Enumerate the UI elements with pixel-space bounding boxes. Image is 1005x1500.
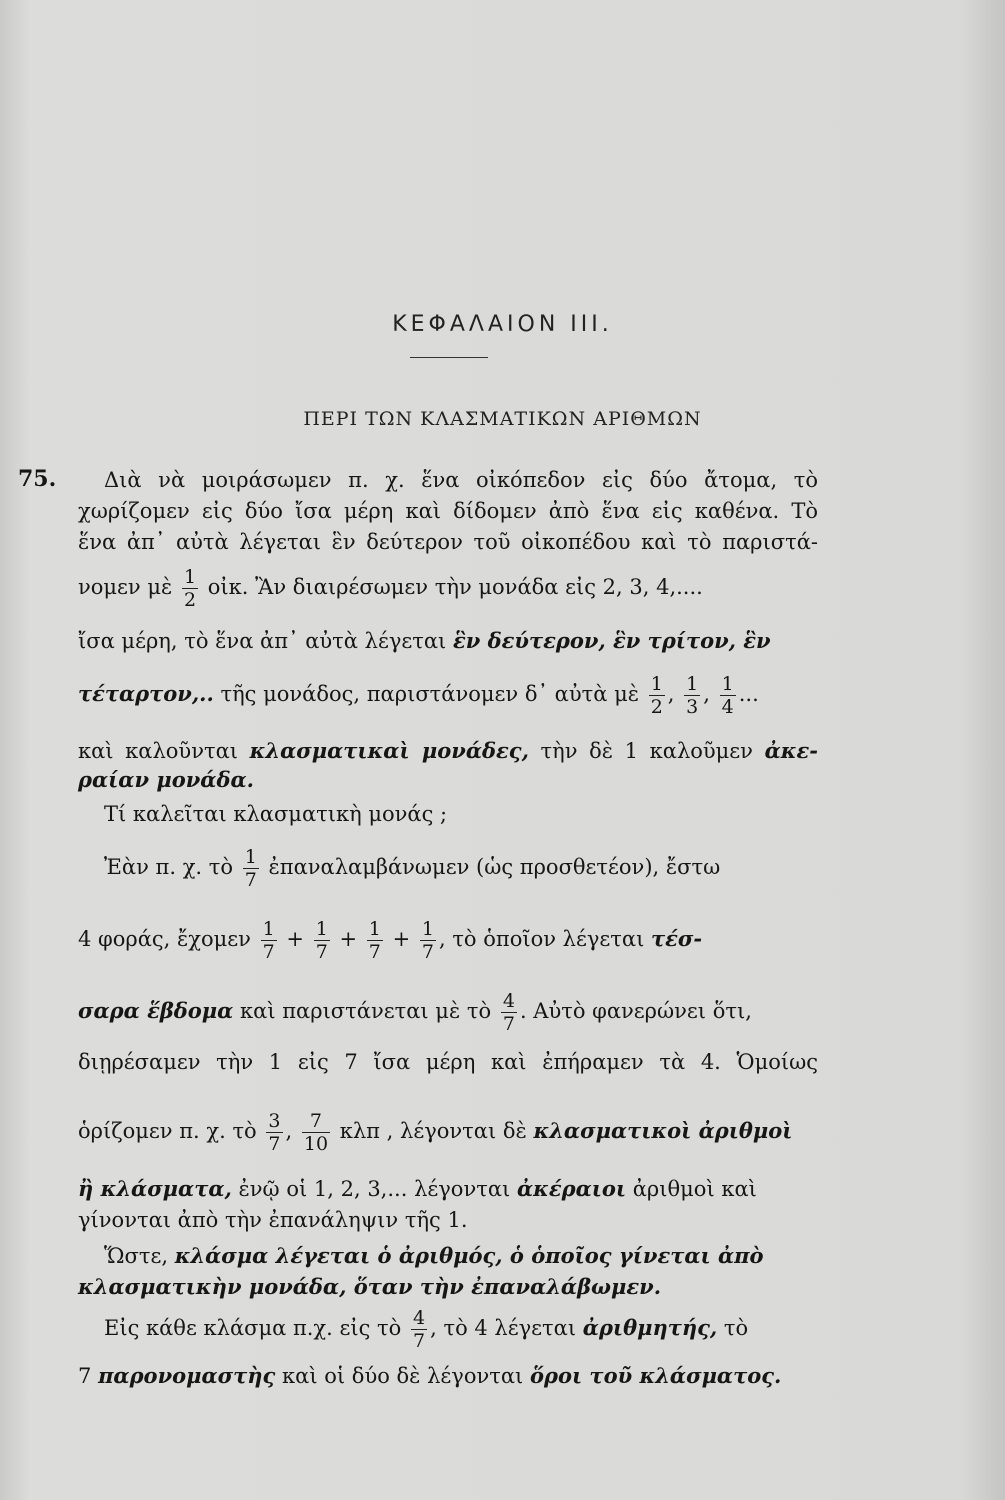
separator: , bbox=[703, 682, 710, 706]
fraction-one-half bbox=[182, 566, 198, 611]
fraction-denominator: 2 bbox=[183, 589, 197, 611]
text-line-3: ἕνα ἀπ᾽ αὐτὰ λέγεται ἓν δεύτερον τοῦ οἰκοπέδου καὶ τὸ παριστά- bbox=[78, 530, 818, 554]
fraction-one-seventh bbox=[243, 846, 259, 891]
text-segment: . Αὐτὸ φανερώνει ὅτι, bbox=[519, 999, 752, 1023]
emphasis-text: ραίαν μονάδα. bbox=[78, 767, 254, 792]
fraction-numerator: 1 bbox=[262, 918, 275, 940]
fraction-numerator: 1 bbox=[244, 846, 257, 868]
text-line-4 bbox=[78, 566, 818, 611]
fraction-one-third bbox=[684, 673, 700, 718]
text-line-14 bbox=[78, 1110, 818, 1155]
fraction-numerator: 1 bbox=[421, 918, 434, 940]
text-segment: καὶ καλοῦνται bbox=[78, 739, 238, 763]
plus-sign: + bbox=[392, 927, 411, 951]
plus-sign: + bbox=[339, 927, 358, 951]
text-segment: ὁρίζομεν π. χ. τὸ bbox=[78, 1119, 257, 1143]
emphasis-text: κλασματικοὶ ἀριθμοὶ bbox=[533, 1118, 793, 1143]
fraction-denominator: 7 bbox=[268, 1133, 281, 1155]
text-line-19 bbox=[104, 1307, 844, 1352]
text-segment: , τὸ ὁποῖον λέγεται bbox=[438, 927, 645, 951]
text-segment: οἰκ. Ἂν διαιρέσωμεν τὴν μονάδα εἰς 2, 3, 4,.... bbox=[207, 575, 703, 599]
question-line: Τί καλεῖται κλασματικὴ μονάς ; bbox=[104, 802, 448, 826]
fraction-numerator: 3 bbox=[268, 1110, 281, 1132]
emphasis-text: ἀκέραιοι bbox=[516, 1176, 627, 1201]
fraction-seven-tenths bbox=[302, 1110, 330, 1155]
fraction-numerator: 1 bbox=[686, 673, 699, 695]
text-line-1: Διὰ νὰ μοιράσωμεν π. χ. ἕνα οἰκόπεδον εἰς δύο ἄτομα, τὸ bbox=[104, 468, 818, 492]
text-line-17 bbox=[104, 1242, 844, 1270]
emphasis-text: ἀκε- bbox=[764, 738, 818, 763]
fraction-three-sevenths bbox=[266, 1110, 282, 1155]
fraction-denominator: 10 bbox=[303, 1133, 329, 1155]
plus-sign: + bbox=[286, 927, 305, 951]
separator: , bbox=[285, 1119, 293, 1143]
text-segment: καὶ οἱ δύο δὲ λέγονται bbox=[282, 1364, 524, 1388]
section-number: 75. bbox=[18, 466, 57, 492]
fraction-four-sevenths bbox=[501, 990, 517, 1035]
fraction-numerator: 4 bbox=[502, 990, 515, 1012]
text-line-10 bbox=[104, 846, 844, 891]
text-segment: τὴν δὲ 1 καλοῦμεν bbox=[540, 739, 753, 763]
fraction-numerator: 1 bbox=[183, 566, 197, 588]
fraction-denominator: 2 bbox=[650, 696, 663, 718]
text-line-15 bbox=[78, 1175, 818, 1203]
fraction-denominator: 7 bbox=[421, 941, 434, 963]
fraction-denominator: 7 bbox=[502, 1013, 515, 1035]
text-segment: , τὸ 4 λέγεται bbox=[430, 1316, 577, 1340]
emphasis-text: σαρα ἕβδομα bbox=[78, 998, 234, 1023]
text-segment: 4 φοράς, ἔχομεν bbox=[78, 927, 251, 951]
text-segment: ἐπαναλαμβάνωμεν (ὡς προσθετέον), ἔστω bbox=[268, 855, 721, 879]
text-line-13: διῃρέσαμεν τὴν 1 εἰς 7 ἴσα μέρη καὶ ἐπήραμεν τὰ 4. Ὁμοίως bbox=[78, 1050, 818, 1074]
text-segment: καὶ παριστάνεται μὲ τὸ bbox=[240, 999, 492, 1023]
fraction-denominator: 3 bbox=[686, 696, 699, 718]
fraction-denominator: 7 bbox=[315, 941, 328, 963]
emphasis-text: τέσ- bbox=[651, 926, 703, 951]
emphasis-text: παρονομαστὴς bbox=[98, 1363, 276, 1388]
fraction-denominator: 7 bbox=[244, 869, 257, 891]
emphasis-text: ἀριθμητής, bbox=[582, 1315, 718, 1340]
emphasis-text: κλασματικαὶ μονάδες, bbox=[249, 738, 529, 763]
fraction-numerator: 7 bbox=[309, 1110, 323, 1132]
fraction-one-seventh bbox=[367, 918, 383, 963]
fraction-one-half bbox=[649, 673, 665, 718]
fraction-numerator: 4 bbox=[413, 1307, 426, 1329]
text-line-6 bbox=[78, 673, 818, 718]
fraction-numerator: 1 bbox=[721, 673, 734, 695]
fraction-one-seventh bbox=[261, 918, 277, 963]
fraction-one-quarter bbox=[720, 673, 736, 718]
text-segment: τὸ bbox=[723, 1316, 749, 1340]
fraction-one-seventh bbox=[314, 918, 330, 963]
text-line-16: γίνονται ἀπὸ τὴν ἐπανάληψιν τῆς 1. bbox=[78, 1208, 468, 1232]
fraction-one-seventh bbox=[420, 918, 436, 963]
section-title: ΠΕΡΙ ΤΩΝ ΚΛΑΣΜΑΤΙΚΩΝ ΑΡΙΘΜΩΝ bbox=[303, 408, 702, 430]
fraction-numerator: 1 bbox=[368, 918, 381, 940]
fraction-numerator: 1 bbox=[650, 673, 663, 695]
fraction-denominator: 7 bbox=[262, 941, 275, 963]
fraction-denominator: 7 bbox=[368, 941, 381, 963]
fraction-denominator: 7 bbox=[413, 1330, 426, 1352]
title-rule bbox=[410, 357, 488, 358]
text-segment: ἐνῷ οἱ 1, 2, 3,... λέγονται bbox=[238, 1177, 511, 1201]
text-line-11 bbox=[78, 918, 818, 963]
text-line-12 bbox=[78, 990, 818, 1035]
emphasis-text: ἢ κλάσματα, bbox=[78, 1176, 232, 1201]
text-segment: τῆς μονάδος, παριστάνομεν δ᾽ αὐτὰ μὲ bbox=[220, 682, 639, 706]
text-segment: Εἰς κάθε κλάσμα π.χ. εἰς τὸ bbox=[104, 1316, 402, 1340]
text-segment: Ὥστε, bbox=[104, 1244, 168, 1268]
emphasis-text: ὅροι τοῦ κλάσματος. bbox=[529, 1363, 782, 1388]
text-line-18 bbox=[78, 1273, 818, 1301]
text-line-7 bbox=[78, 737, 818, 765]
fraction-numerator: 1 bbox=[315, 918, 328, 940]
text-segment: ἴσα μέρη, τὸ ἕνα ἀπ᾽ αὐτὰ λέγεται bbox=[78, 629, 447, 653]
emphasis-text: κλασματικὴν μονάδα, ὅταν τὴν ἐπαναλάβωμεν. bbox=[78, 1274, 662, 1299]
fraction-four-sevenths bbox=[411, 1307, 427, 1352]
text-line-20 bbox=[78, 1362, 818, 1390]
text-line-8 bbox=[78, 766, 818, 794]
text-segment: Ἐὰν π. χ. τὸ bbox=[104, 855, 234, 879]
chapter-title: ΚΕΦΑΛΑΙΟΝ III. bbox=[392, 312, 613, 337]
text-segment: 7 bbox=[78, 1364, 92, 1388]
ellipsis: ... bbox=[738, 682, 759, 706]
fraction-denominator: 4 bbox=[721, 696, 734, 718]
text-segment: ἀριθμοὶ καὶ bbox=[632, 1177, 757, 1201]
emphasis-text: κλάσμα λέγεται ὁ ἀριθμός, ὁ ὁποῖος γίνεται ἀπὸ bbox=[174, 1243, 764, 1268]
emphasis-text: ἓν δεύτερον, ἓν τρίτον, ἓν bbox=[452, 628, 771, 653]
separator: , bbox=[667, 682, 675, 706]
text-segment: κλπ , λέγονται δὲ bbox=[339, 1119, 527, 1143]
text-line-2: χωρίζομεν εἰς δύο ἴσα μέρη καὶ δίδομεν ἀπὸ ἕνα εἰς καθένα. Τὸ bbox=[78, 499, 818, 523]
text-line-5 bbox=[78, 627, 818, 655]
emphasis-text: τέταρτον,.. bbox=[78, 681, 214, 706]
text-segment: νομεν μὲ bbox=[78, 575, 173, 599]
